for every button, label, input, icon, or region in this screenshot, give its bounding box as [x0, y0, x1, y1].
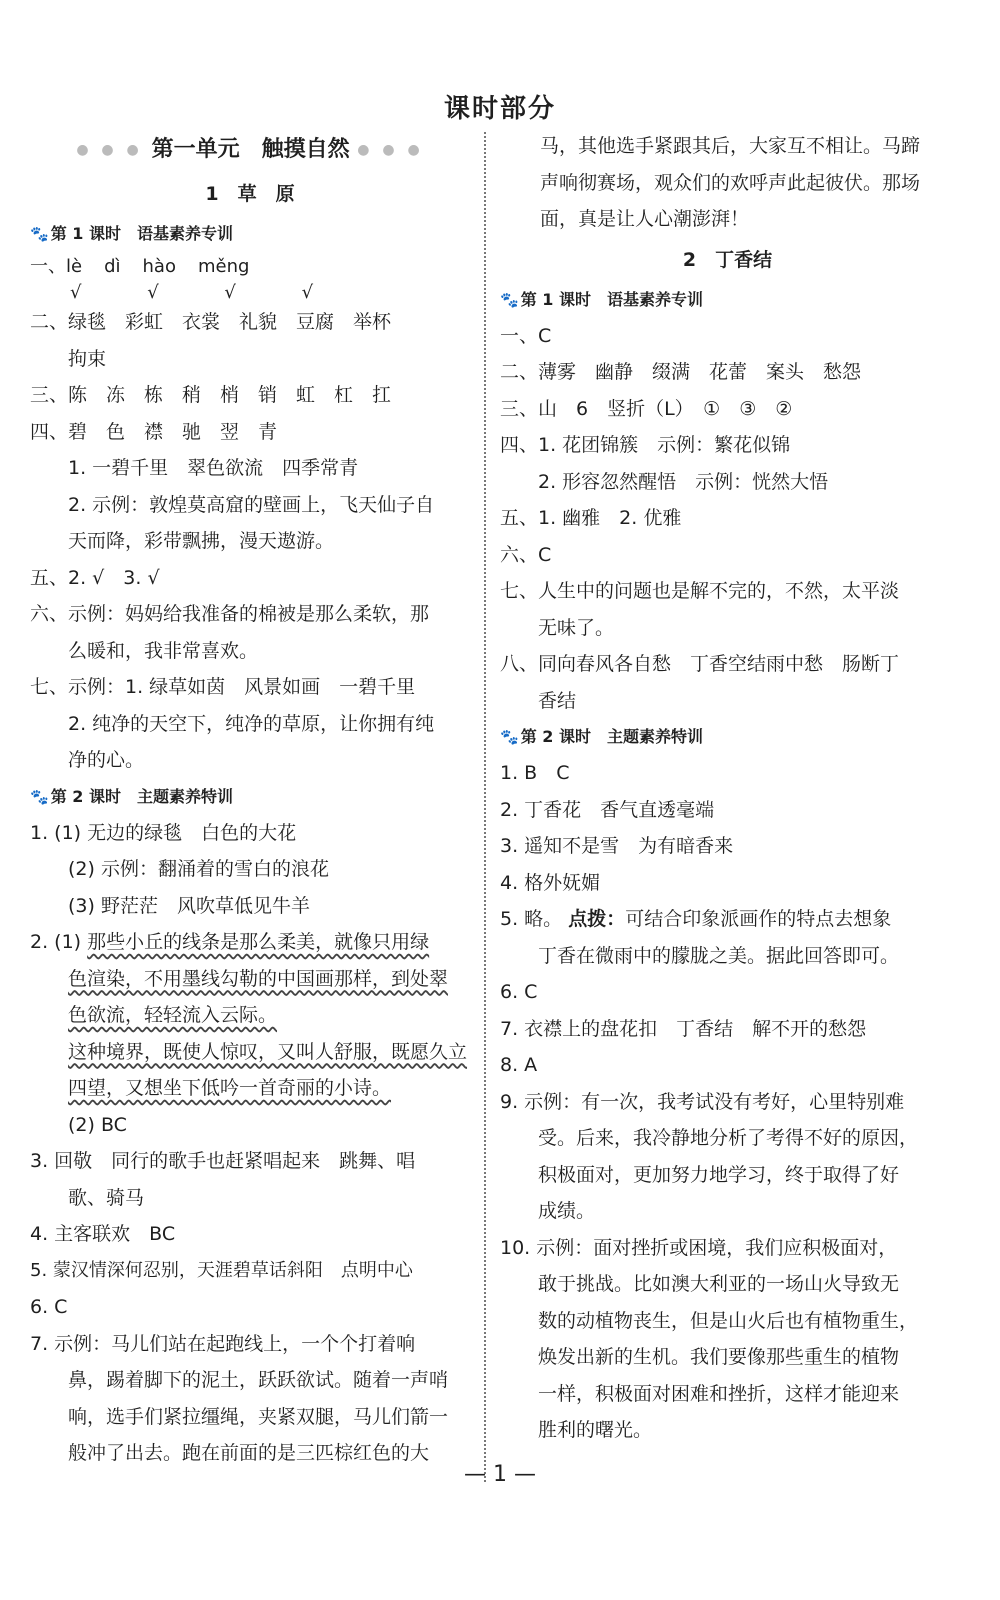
answer-line: 面，真是让人心潮澎湃！ [540, 208, 750, 230]
answer-line: 五、1. 幽雅 2. 优雅 [500, 507, 682, 529]
session-heading: 🐾 第 1 课时 语基素养专训 [500, 289, 703, 309]
answer-line: 4. 主客联欢 BC [30, 1223, 176, 1245]
session-heading: 🐾 第 2 课时 主题素养特训 [30, 786, 233, 806]
hint-label: 点拨： [568, 908, 626, 930]
answer-line: 三、陈 冻 栋 稍 梢 销 虹 杠 扛 [30, 384, 392, 406]
answer-line: 2. 纯净的天空下，纯净的草原，让你拥有纯 [68, 712, 435, 735]
answer-line: 焕发出新的生机。我们要像那些重生的植物 [538, 1346, 900, 1368]
answer-line: 9. 示例：有一次，我考试没有考好，心里特别难 [500, 1090, 905, 1113]
answer-line: 7. 示例：马儿们站在起跑线上，一个个打着响 [30, 1332, 416, 1355]
answer-line: 无味了。 [538, 616, 615, 639]
page-title: 课时部分 [443, 94, 556, 124]
answer-line: 声响彻赛场，观众们的欢呼声此起彼伏。那场 [540, 171, 921, 194]
unit-title: ● ● ● 第一单元 触摸自然 ● ● ● [76, 137, 424, 162]
left-column [30, 128, 470, 1472]
answer-line: 3. 遥知不是雪 为有暗香来 [500, 835, 734, 857]
answer-line: 四、1. 花团锦簇 示例：繁花似锦 [500, 434, 791, 456]
dots-decoration: ● ● ● [76, 142, 152, 158]
answer-line [30, 1070, 470, 1107]
wavy-underlined-text: 四望，又想坐下低吟一首奇丽的小诗。 [68, 1077, 392, 1099]
answer-line: 8. A [500, 1054, 538, 1076]
answer-line: 1. 一碧千里 翠色欲流 四季常青 [68, 457, 359, 479]
answer-line: 歌、骑马 [68, 1186, 145, 1209]
answer-line: 2. 示例：敦煌莫高窟的壁画上，飞天仙子自 [68, 493, 435, 516]
answer-line: 七、人生中的问题也是解不完的，不然，太平淡 [500, 580, 900, 602]
answer-line: 二、绿毯 彩虹 衣裳 礼貌 豆腐 举杯 [30, 311, 392, 333]
answer-line: (3) 野茫茫 风吹草低见牛羊 [68, 894, 310, 917]
column-divider [484, 132, 486, 1482]
answer-line: 4. 格外妩媚 [500, 871, 601, 894]
answer-line: 丁香在微雨中的朦胧之美。据此回答即可。 [538, 944, 900, 967]
wavy-underlined-text: 色欲流，轻轻流入云际。 [68, 1004, 278, 1026]
answer-line: 净的心。 [68, 749, 145, 771]
answer-line: 一、C [500, 324, 552, 347]
answer-line: 6. C [500, 981, 538, 1003]
dots-decoration: ● ● ● [357, 142, 424, 158]
pinyin-item: dì [104, 256, 121, 277]
answer-line: 么暖和，我非常喜欢。 [68, 639, 259, 662]
answer-line: 三、山 6 竖折（L） ① ③ ② [500, 397, 793, 420]
answer-line: 2. (1) 那些小丘的线条是那么柔美，就像只用绿 [30, 931, 430, 953]
answer-line: (2) BC [68, 1113, 127, 1136]
paw-icon: 🐾 [30, 225, 49, 243]
answer-line: 拘束 [68, 347, 107, 370]
answer-line: 2. 形容忽然醒悟 示例：恍然大悟 [538, 470, 829, 493]
page-number: — 1 — [464, 1462, 536, 1487]
answer-line [30, 1034, 470, 1071]
paw-icon: 🐾 [500, 290, 519, 309]
check-marks: √ √ √ √ [70, 282, 344, 303]
answer-line: 敢于挑战。比如澳大利亚的一场山火导致无 [538, 1273, 900, 1295]
answer-line: 5. 略。 点拨：可结合印象派画作的特点去想象 [500, 908, 892, 930]
answer-line: 四、碧 色 襟 驰 翌 青 [30, 420, 278, 443]
pinyin-item: hào [142, 256, 176, 277]
answer-line: 1. B C [500, 762, 570, 784]
answer-line [30, 961, 470, 998]
paw-icon: 🐾 [30, 787, 49, 806]
answer-line: 鼻，踢着脚下的泥土，跃跃欲试。随着一声哨 [68, 1369, 449, 1391]
answer-line: 六、C [500, 543, 552, 566]
lesson-title: 2 丁香结 [682, 248, 773, 271]
answer-line [30, 997, 470, 1034]
answer-line: 一样，积极面对困难和挫折，这样才能迎来 [538, 1382, 900, 1405]
answer-line: 胜利的曙光。 [538, 1419, 653, 1441]
answer-line: 天而降，彩带飘拂，漫天遨游。 [68, 530, 335, 552]
answer-line: 10. 示例：面对挫折或困境，我们应积极面对， [500, 1236, 898, 1259]
session-heading: 🐾 第 2 课时 主题素养特训 [500, 727, 703, 746]
wavy-underlined-text: 那些小丘的线条是那么柔美，就像只用绿 [87, 931, 430, 953]
lesson-title: 1 草 原 [205, 183, 295, 205]
right-column [500, 128, 955, 1449]
answer-line: 响，选手们紧拉缰绳，夹紧双腿，马儿们箭一 [68, 1405, 449, 1428]
answer-line: 1. (1) 无边的绿毯 白色的大花 [30, 821, 297, 844]
answer-line: 七、示例：1. 绿草如茵 风景如画 一碧千里 [30, 676, 416, 698]
answer-line: 六、示例：妈妈给我准备的棉被是那么柔软，那 [30, 603, 430, 625]
answer-line: 数的动植物丧生，但是山火后也有植物重生， [538, 1309, 919, 1332]
pinyin-row: 一、lè dì hào měng [30, 252, 470, 282]
session-heading: 🐾 第 1 课时 语基素养专训 [30, 224, 233, 243]
wavy-underlined-text: 这种境界，既使人惊叹，又叫人舒服，既愿久立 [68, 1040, 468, 1063]
answer-line: 二、薄雾 幽静 缀满 花蕾 案头 愁怨 [500, 361, 862, 383]
answer-line: 五、2. √ 3. √ [30, 566, 160, 589]
answer-line: 马，其他选手紧跟其后，大家互不相让。马蹄 [540, 135, 921, 157]
answer-line: 受。后来，我冷静地分析了考得不好的原因， [538, 1127, 919, 1149]
answer-line: 香结 [538, 689, 577, 712]
answer-line: 成绩。 [538, 1200, 596, 1222]
answer-line: 7. 衣襟上的盘花扣 丁香结 解不开的愁怨 [500, 1017, 867, 1040]
answer-line: 积极面对，更加努力地学习，终于取得了好 [538, 1163, 900, 1186]
answer-line: (2) 示例：翻涌着的雪白的浪花 [68, 858, 329, 880]
answer-line: 6. C [30, 1296, 68, 1318]
answer-line: 般冲了出去。跑在前面的是三匹棕红色的大 [68, 1442, 430, 1464]
wavy-underlined-text: 色渲染，不用墨线勾勒的中国画那样，到处翠 [68, 967, 449, 990]
answer-line: 5. 蒙汉情深何忍别，天涯碧草话斜阳 点明中心 [30, 1259, 413, 1281]
pinyin-item: měng [197, 256, 250, 277]
answer-line: 3. 回敬 同行的歌手也赶紧唱起来 跳舞、唱 [30, 1150, 416, 1172]
answer-line: 2. 丁香花 香气直透毫端 [500, 798, 715, 821]
pinyin-item: lè [66, 256, 83, 277]
paw-icon: 🐾 [500, 728, 519, 746]
answer-line: 八、同向春风各自愁 丁香空结雨中愁 肠断丁 [500, 653, 900, 675]
